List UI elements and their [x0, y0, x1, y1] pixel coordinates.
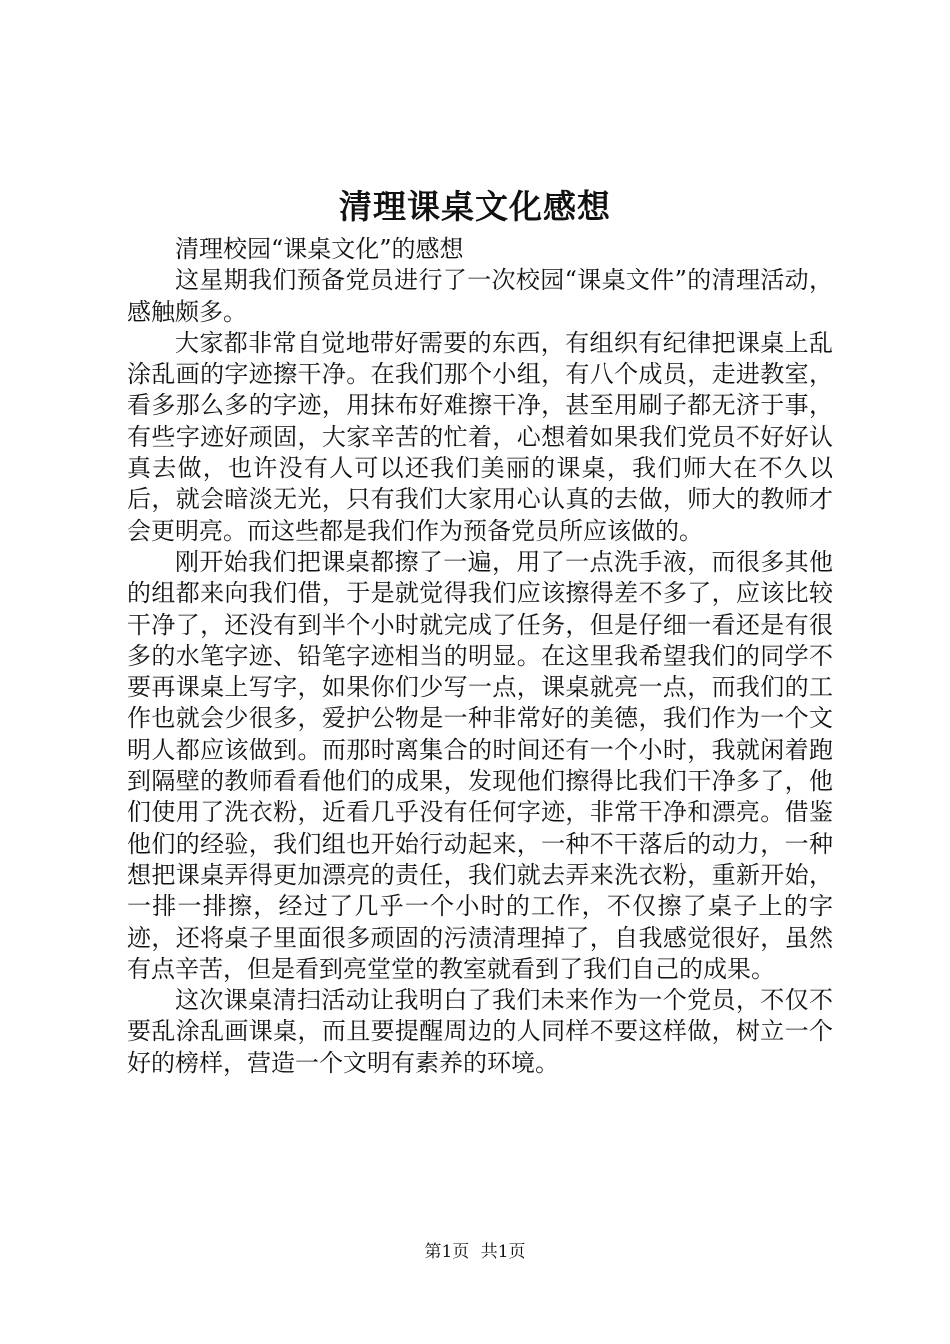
page-number: 第1页: [424, 1242, 470, 1262]
paragraph-intro: 这星期我们预备党员进行了一次校园“课桌文件”的清理活动，感触颇多。: [127, 266, 833, 326]
paragraph-body: 刚开始我们把课桌都擦了一遍，用了一点洗手液，而很多其他的组都来向我们借，于是就觉得我们应该擦得差不多了，应该比较干净了，还没有到半个小时就完成了任务，但是仔细一看还是有很多的水笔字迹、铅笔字迹相当的明显。在这里我希望我们的同学不要再课桌上写字，如果你们少写一点，课桌就亮一点，而我们的工作也就会少很多，爱护公物是一种非常好的美德，我们作为一个文明人都应该做到。而那时离集合的时间还有一个小时，我就闲着跑到隔壁的教师看看他们的成果，发现他们擦得比我们干净多了，他们使用了洗衣粉，近看几乎没有任何字迹，非常干净和漂亮。借鉴他们的经验，我们组也开始行动起来，一种不干落后的动力，一种想把课桌弄得更加漂亮的责任，我们就去弄来洗衣粉，重新开始，一排一排擦，经过了几乎一个小时的工作，不仅擦了桌子上的字迹，还将桌子里面很多顽固的污渍清理掉了，自我感觉很好，虽然有点辛苦，但是看到亮堂堂的教室就看到了我们自己的成果。: [127, 547, 833, 983]
paragraph-subtitle: 清理校园“课桌文化”的感想: [175, 235, 464, 263]
page-footer: [0, 1240, 950, 1264]
document-title: 清理课桌文化感想: [339, 187, 611, 226]
paragraph-body: 大家都非常自觉地带好需要的东西，有组织有纪律把课桌上乱涂乱画的字迹擦干净。在我们那个小组，有八个成员，走进教室，看多那么多的字迹，用抹布好难擦干净，甚至用刷子都无济于事，有些字迹好顽固，大家辛苦的忙着，心想着如果我们党员不好好认真去做，也许没有人可以还我们美丽的课桌，我们师大在不久以后，就会暗淡无光，只有我们大家用心认真的去做，师大的教师才会更明亮。而这些都是我们作为预备党员所应该做的。: [127, 328, 833, 545]
page-total: 共1页: [480, 1242, 526, 1262]
paragraph-conclusion: 这次课桌清扫活动让我明白了我们未来作为一个党员，不仅不要乱涂乱画课桌，而且要提醒周边的人同样不要这样做，树立一个好的榜样，营造一个文明有素养的环境。: [127, 986, 833, 1077]
document-body: [127, 234, 833, 1079]
